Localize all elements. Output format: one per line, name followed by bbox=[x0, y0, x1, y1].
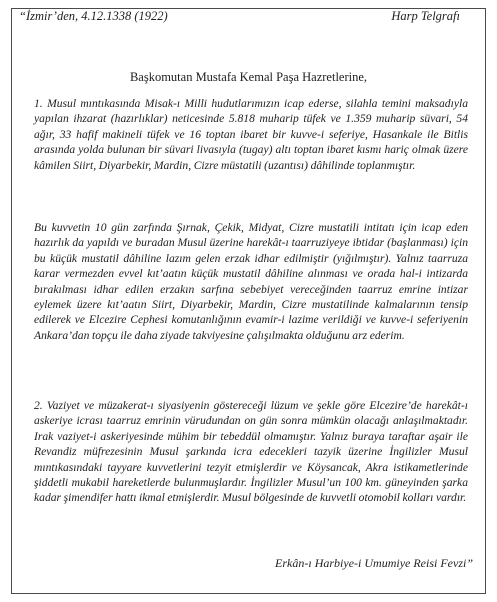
origin-date: “İzmir’den, 4.12.1338 (1922) bbox=[19, 9, 168, 23]
paragraph-2: Bu kuvvetin 10 gün zarfında Şırnak, Çekik, Midyat, Cizre mustatili intitatı için icap eden hazırlık da yapıldı ve buradan Musul üzerine harekât-ı taarruziyeye ibtidar (başlanması) için bu küçük mustatil dâhiline lazım gelen erzak idhar edilmiştir (yığılmıştır). Yalnız taarruza karar vermezden evvel kıt’aatın küçük mustatil dâhiline alınması ve orada hal-i intizarda bırakılması idhar edilen erzakın sarfına sebebiyet vereceğinden taarruz emrine intizar eylemek üzere kıt’aatın Siirt, Diyarbekir, Mardin, Cizre mustatilinde kalmalarının tensip edilerek ve Elcezire Cephesi komutanlığının evamir-i lazime verildiği ve kuvve-i seferiyenin Ankara’dan topçu ile daha ziyade takviyesine çalışılmakta olduğunu arz ederim. bbox=[34, 221, 468, 342]
paragraph-1: 1. Musul mıntıkasında Misak-ı Milli hudutlarımızın icap ederse, silahla temini maksadıyla yapılan ihzarat (hazırlıklar) neticesinde 5.818 muharip tüfek ve 1.359 muharip süvari, 54 ağır, 33 hafif makineli tüfek ve 16 toptan ibaret bir kuvve-i seferiye, Hasankale ile Bitlis arasında yolda bulunan bir süvari livasıyla (tugay) altı toptan ibaret kısmı hariç olmak üzere kâmilen Siirt, Diyarbekir, Mardin, Cizre müstatili (uzantısı) dâhilinde toplanmıştır. bbox=[34, 97, 468, 172]
signature: Erkân-ı Harbiye-i Umumiye Reisi Fevzi” bbox=[275, 556, 473, 570]
paragraph-3: 2. Vaziyet ve müzakerat-ı siyasiyenin göstereceği lüzum ve şekle göre Elcezire’de harekât-ı askeriye icrası taarruz emrinin vürudundan on gün sonra mümkün olacağı anlaşılmaktadır. Irak vaziyet-i askeriyesinde mühim bir tebeddül olmamıştır. Yalnız buraya taraftar aşair ile Revandiz müfrezesinin Musul şarkında icra edecekleri tazyik üzerine İngilizler Musul mıntıkasındaki tayyare kuvvetlerini tezyit etmişlerdir ve Köysancak, Akra istikametlerinde şiddetli mukabil hareketlerde bulunmuşlardır. İngilizler Musul’un 100 km. güneyinden şarka kadar şimendifer hattı ikmal etmişlerdir. Musul bölgesinde de kuvvetli otomobil kolları vardır. bbox=[34, 399, 468, 505]
document-type: Harp Telgrafı bbox=[391, 9, 460, 23]
addressee: Başkomutan Mustafa Kemal Paşa Hazretlerine, bbox=[129, 70, 368, 84]
